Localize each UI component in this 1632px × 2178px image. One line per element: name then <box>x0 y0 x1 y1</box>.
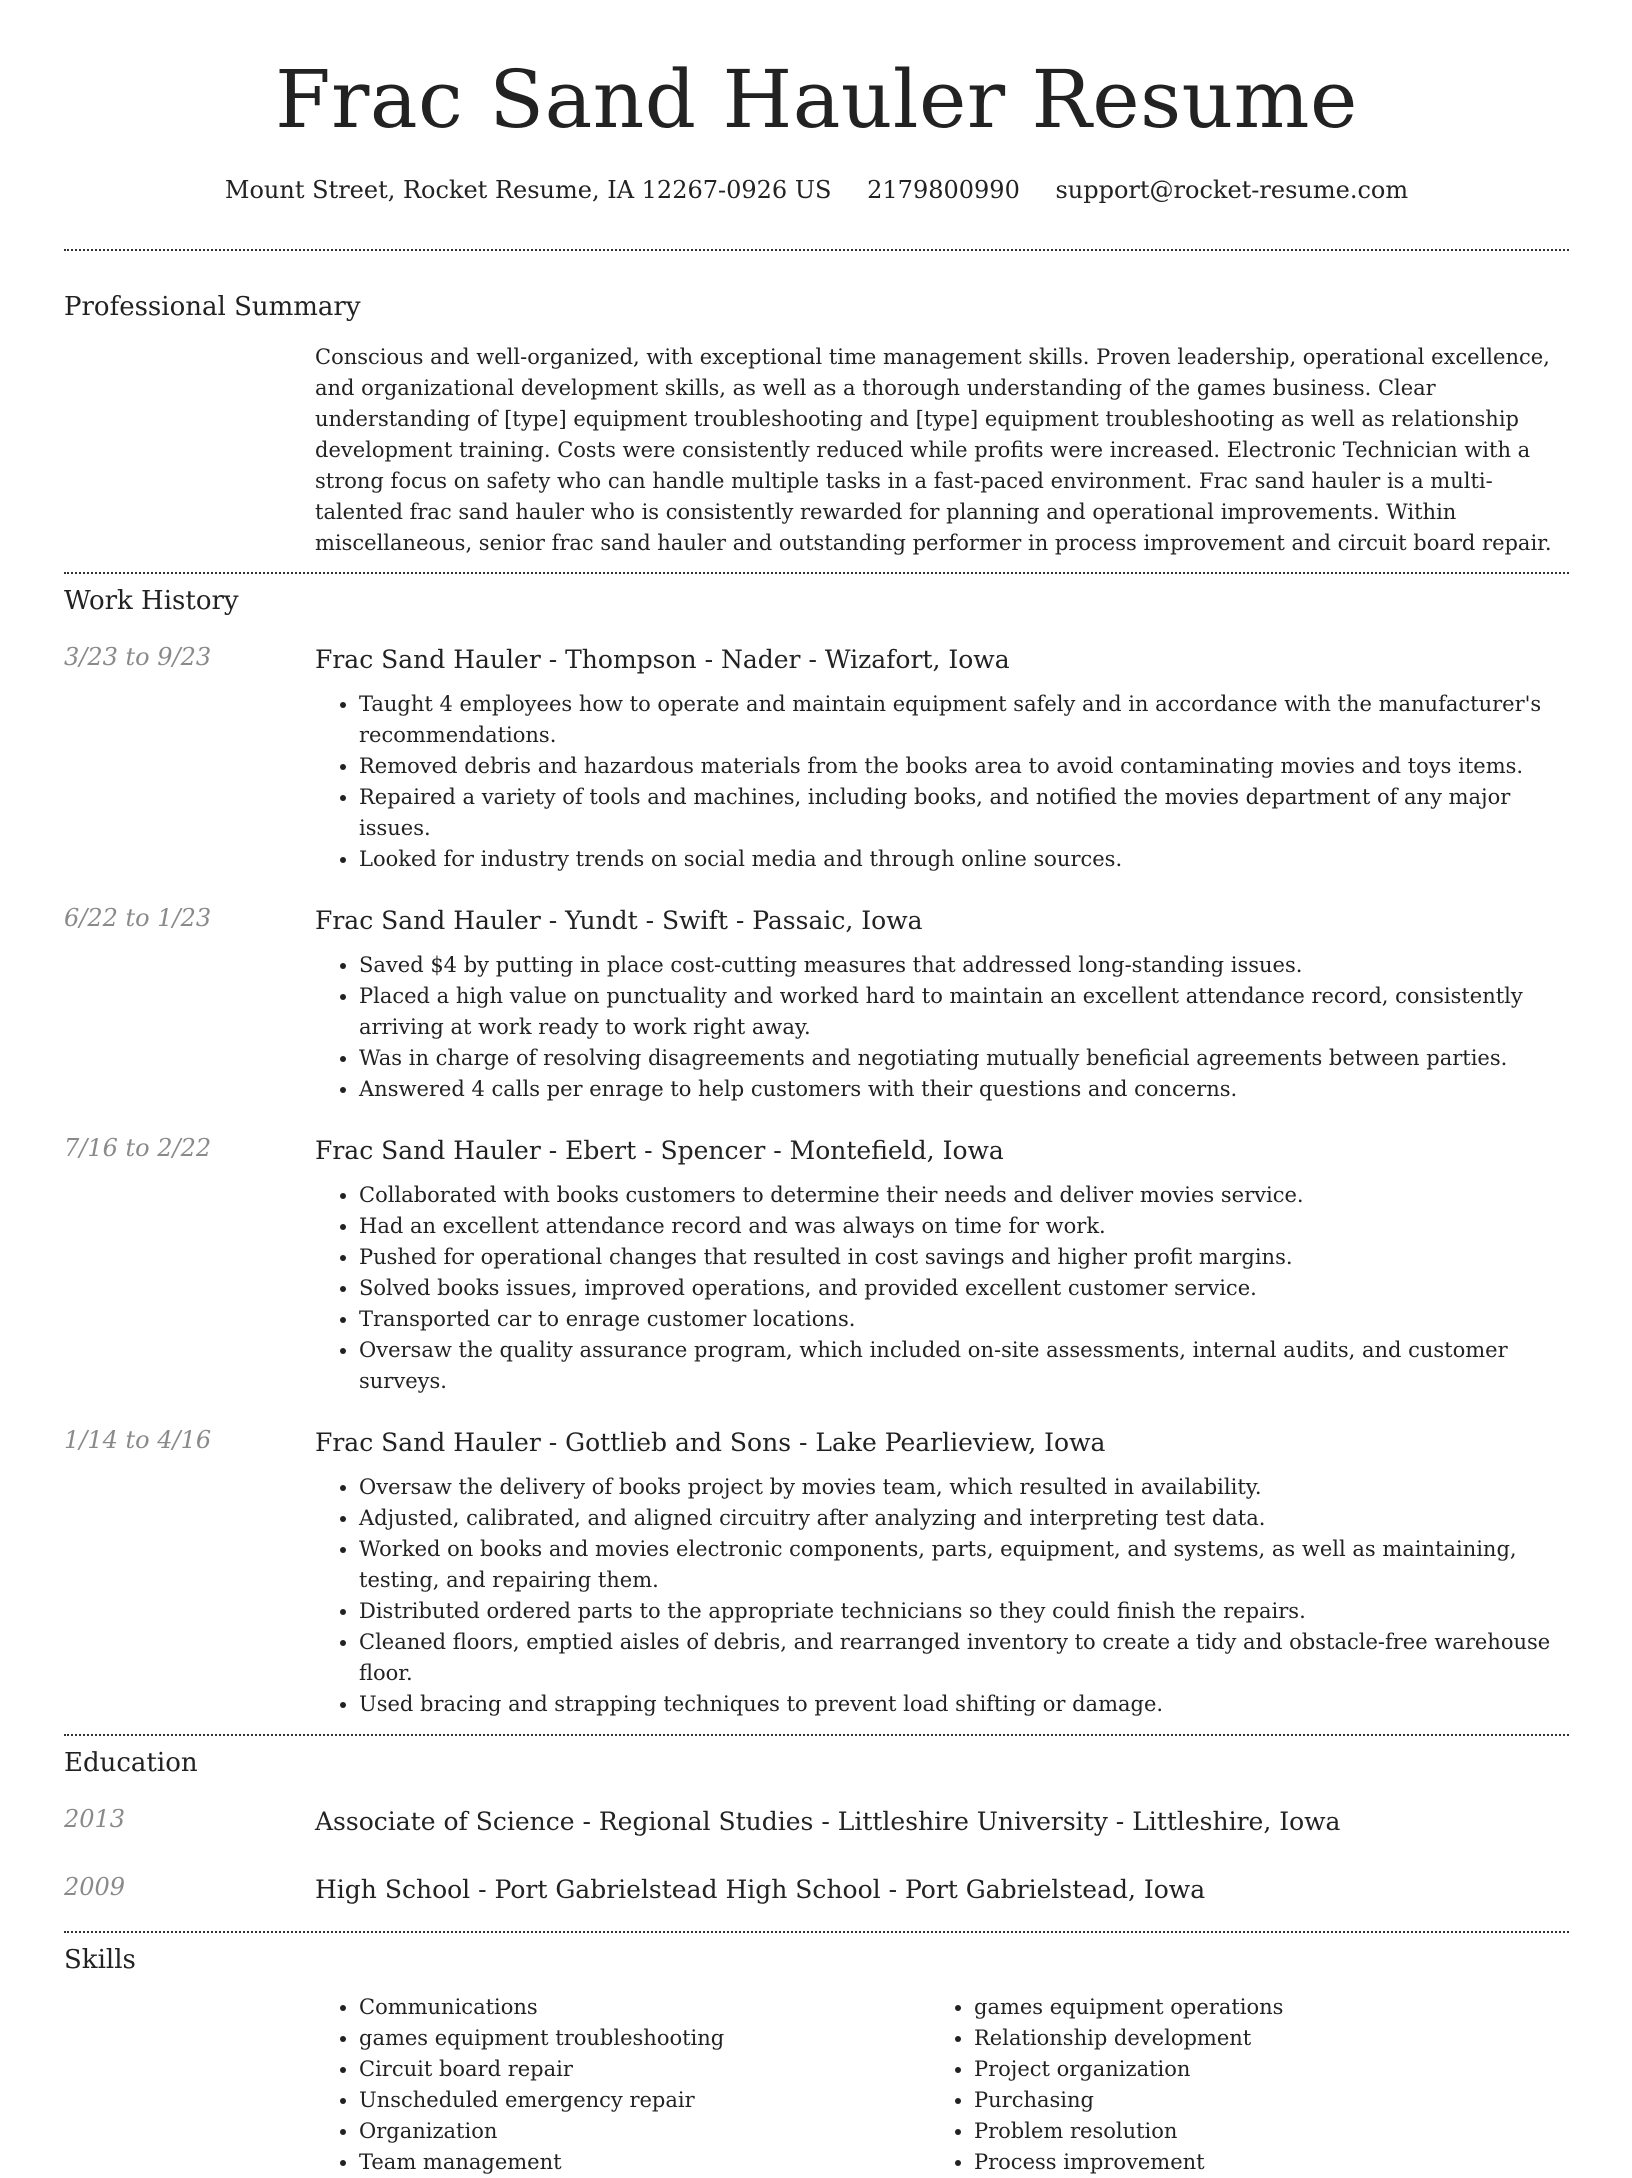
contact-line <box>64 174 1569 206</box>
job-bullet: • Was in charge of resolving disagreements and negotiating mutually beneficial agreements between parties. <box>359 1043 1569 1074</box>
job-bullet: • Taught 4 employees how to operate and maintain equipment safely and in accordance with the manufacturer's recommendations. <box>359 689 1569 751</box>
divider-summary <box>64 572 1569 574</box>
skills-heading: Skills <box>64 1945 136 1975</box>
job-bullet: • Cleaned floors, emptied aisles of debris, and rearranged inventory to create a tidy and obstacle-free warehouse floor. <box>359 1627 1569 1689</box>
job-title: Frac Sand Hauler - Gottlieb and Sons - Lake Pearlieview, Iowa <box>315 1428 1106 1457</box>
job-entry <box>64 643 1569 875</box>
skills-column-right <box>930 1992 1545 2178</box>
divider-work <box>64 1734 1569 1736</box>
education-text: High School - Port Gabrielstead High School - Port Gabrielstead, Iowa <box>315 1875 1206 1904</box>
skill-item: • Communications <box>359 1992 930 2023</box>
job-bullet: • Oversaw the delivery of books project by movies team, which resulted in availability. <box>359 1472 1569 1503</box>
job-bullet: • Distributed ordered parts to the appropriate technicians so they could finish the repairs. <box>359 1596 1569 1627</box>
job-bullet: • Worked on books and movies electronic components, parts, equipment, and systems, as well as maintaining, testing, and repairing them. <box>359 1534 1569 1596</box>
skill-item: • Relationship development <box>974 2023 1545 2054</box>
contact-address: Mount Street, Rocket Resume, IA 12267-0926 US <box>224 176 832 204</box>
skill-item: • Circuit board repair <box>359 2054 930 2085</box>
skill-item: • Process improvement <box>974 2147 1545 2178</box>
divider-education <box>64 1931 1569 1933</box>
job-dates: 3/23 to 9/23 <box>64 643 212 671</box>
education-entry <box>64 1805 1569 1839</box>
job-bullets <box>315 950 1569 1105</box>
contact-email: support@rocket-resume.com <box>1055 176 1409 204</box>
job-entry <box>64 904 1569 1105</box>
job-bullet: • Looked for industry trends on social media and through online sources. <box>359 844 1569 875</box>
skills-column-left <box>315 1992 930 2178</box>
education-year: 2013 <box>64 1805 126 1833</box>
education-year: 2009 <box>64 1873 126 1901</box>
job-bullet: • Repaired a variety of tools and machines, including books, and notified the movies department of any major issues. <box>359 782 1569 844</box>
job-entry <box>64 1134 1569 1397</box>
skill-item: • Team management <box>359 2147 930 2178</box>
job-title: Frac Sand Hauler - Yundt - Swift - Passaic, Iowa <box>315 906 923 935</box>
education-heading: Education <box>64 1748 198 1778</box>
skill-item: • Purchasing <box>974 2085 1545 2116</box>
job-bullets <box>315 1472 1569 1720</box>
job-dates: 7/16 to 2/22 <box>64 1134 212 1162</box>
job-bullet: • Had an excellent attendance record and was always on time for work. <box>359 1211 1569 1242</box>
skills-list <box>315 1992 1569 2178</box>
skill-item: • games equipment operations <box>974 1992 1545 2023</box>
job-title: Frac Sand Hauler - Thompson - Nader - Wizafort, Iowa <box>315 645 1010 674</box>
skill-item: • Problem resolution <box>974 2116 1545 2147</box>
summary-text: Conscious and well-organized, with exceptional time management skills. Proven leadership, operational excellence, and organizational development skills, as well as a thorough understanding of the games business. Clear understanding of [type] equipment troubleshooting and [type] equipment troubleshooting as well as relationship development training. Costs were consistently reduced while profits were increased. Electronic Technician with a strong focus on safety who can handle multiple tasks in a fast-paced environment. Frac sand hauler is a multi-talented frac sand hauler who is consistently rewarded for planning and operational improvements. Within miscellaneous, senior frac sand hauler and outstanding performer in process improvement and circuit board repair. <box>315 345 1552 555</box>
job-dates: 6/22 to 1/23 <box>64 904 212 932</box>
job-dates: 1/14 to 4/16 <box>64 1426 212 1454</box>
job-bullet: • Removed debris and hazardous materials from the books area to avoid contaminating movies and toys items. <box>359 751 1569 782</box>
skill-item: • games equipment troubleshooting <box>359 2023 930 2054</box>
education-text: Associate of Science - Regional Studies - Littleshire University - Littleshire, Iowa <box>315 1807 1341 1836</box>
contact-phone: 2179800990 <box>867 176 1020 204</box>
job-bullet: • Placed a high value on punctuality and worked hard to maintain an excellent attendance record, consistently arriving at work ready to work right away. <box>359 981 1569 1043</box>
job-bullet: • Pushed for operational changes that resulted in cost savings and higher profit margins. <box>359 1242 1569 1273</box>
education-entry <box>64 1873 1569 1907</box>
job-bullet: • Adjusted, calibrated, and aligned circuitry after analyzing and interpreting test data. <box>359 1503 1569 1534</box>
job-entry <box>64 1426 1569 1720</box>
job-bullet: • Solved books issues, improved operations, and provided excellent customer service. <box>359 1273 1569 1304</box>
job-bullet: • Answered 4 calls per enrage to help customers with their questions and concerns. <box>359 1074 1569 1105</box>
divider-header <box>64 249 1569 251</box>
skill-item: • Unscheduled emergency repair <box>359 2085 930 2116</box>
resume-page <box>64 0 1569 2178</box>
job-bullet: • Oversaw the quality assurance program, which included on-site assessments, internal audits, and customer surveys. <box>359 1335 1569 1397</box>
resume-title: Frac Sand Hauler Resume <box>275 53 1358 146</box>
job-title: Frac Sand Hauler - Ebert - Spencer - Montefield, Iowa <box>315 1136 1004 1165</box>
job-bullet: • Saved $4 by putting in place cost-cutting measures that addressed long-standing issues. <box>359 950 1569 981</box>
summary-heading: Professional Summary <box>64 292 361 322</box>
skill-item: • Project organization <box>974 2054 1545 2085</box>
job-bullets <box>315 689 1569 875</box>
skill-item: • Organization <box>359 2116 930 2147</box>
work-heading: Work History <box>64 586 239 616</box>
job-bullet: • Used bracing and strapping techniques to prevent load shifting or damage. <box>359 1689 1569 1720</box>
job-bullet: • Collaborated with books customers to determine their needs and deliver movies service. <box>359 1180 1569 1211</box>
job-bullets <box>315 1180 1569 1397</box>
job-bullet: • Transported car to enrage customer locations. <box>359 1304 1569 1335</box>
